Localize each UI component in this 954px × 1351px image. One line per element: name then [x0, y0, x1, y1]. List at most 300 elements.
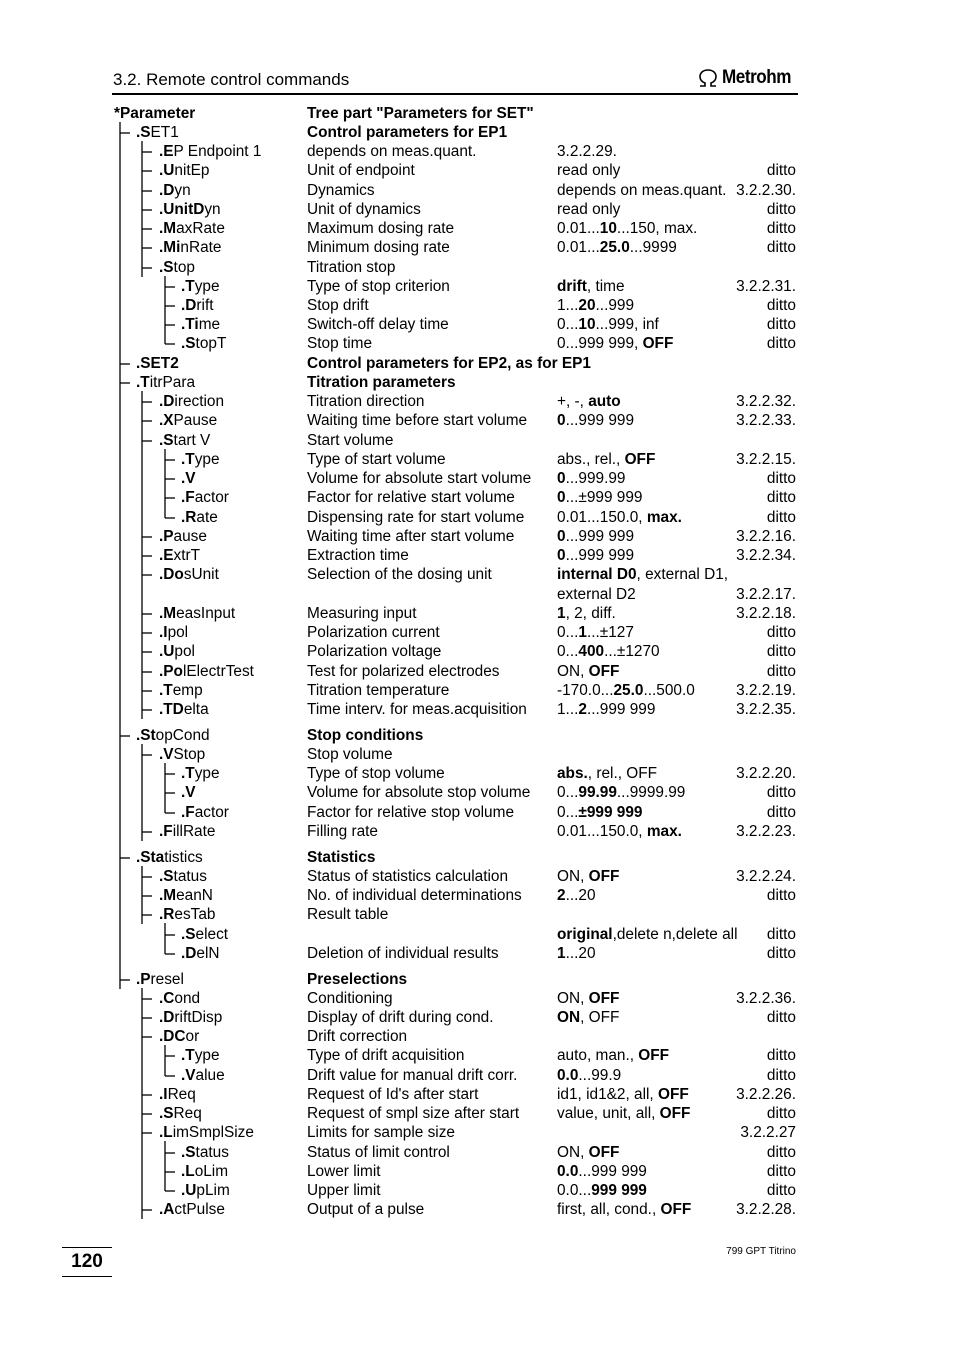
- text-segment: pLim: [196, 1182, 230, 1200]
- text-segment: Titration stop: [307, 259, 396, 277]
- text-segment: Time interv. for meas.acquisition: [307, 701, 527, 719]
- text-segment: Factor for relative stop volume: [307, 804, 514, 822]
- value-range: [557, 886, 596, 905]
- command-name: [159, 700, 209, 719]
- text-segment: ...±127: [586, 624, 634, 642]
- text-segment: .: [181, 1163, 186, 1181]
- text-segment: .: [159, 624, 164, 642]
- text-segment: .: [159, 201, 164, 219]
- text-segment: .: [159, 605, 164, 623]
- table-row: [0, 450, 954, 469]
- table-row: [0, 925, 954, 944]
- text-segment: .: [159, 547, 164, 565]
- text-segment: Dynamics: [307, 182, 375, 200]
- text-segment: elN: [196, 945, 220, 963]
- text-segment: D: [185, 297, 197, 315]
- section-reference: ditto: [766, 887, 796, 905]
- text-segment: .: [159, 182, 164, 200]
- text-segment: abs., rel.,: [557, 451, 625, 469]
- section-reference: 3.2.2.31.: [736, 278, 796, 296]
- table-row: [0, 970, 954, 989]
- section-reference: ditto: [766, 1105, 796, 1123]
- section-reference: ditto: [766, 509, 796, 527]
- section-reference: 3.2.2.16.: [736, 528, 796, 546]
- text-segment: max.: [646, 509, 682, 527]
- command-name: [181, 1066, 225, 1085]
- text-segment: easInput: [176, 605, 236, 623]
- text-segment: OFF: [659, 1105, 691, 1123]
- text-segment: S: [163, 1105, 174, 1123]
- value-range: [557, 604, 616, 623]
- text-segment: 0...999 999,: [557, 335, 643, 353]
- section-reference: ditto: [766, 201, 796, 219]
- command-name: [181, 764, 220, 783]
- text-segment: max.: [646, 823, 682, 841]
- text-segment: .: [181, 784, 186, 802]
- description: [307, 1200, 424, 1219]
- command-name: [159, 745, 205, 764]
- command-name: [159, 623, 188, 642]
- command-name: [181, 803, 229, 822]
- text-segment: .: [159, 220, 164, 238]
- text-segment: 0...: [557, 316, 579, 334]
- text-segment: Stop drift: [307, 297, 369, 315]
- table-row: [0, 296, 954, 315]
- command-name: [181, 450, 220, 469]
- description: [307, 181, 375, 200]
- text-segment: .: [181, 509, 186, 527]
- text-segment: D: [163, 182, 175, 200]
- command-name: [136, 354, 179, 373]
- text-segment: ±999 999: [578, 804, 643, 822]
- section-reference: ditto: [766, 1182, 796, 1200]
- table-row: [0, 764, 954, 783]
- text-segment: U: [185, 1182, 197, 1200]
- description: [307, 726, 423, 745]
- text-segment: .: [159, 701, 164, 719]
- value-range: [557, 1104, 690, 1123]
- text-segment: T: [185, 1047, 195, 1065]
- text-segment: .: [181, 765, 186, 783]
- text-segment: ype: [194, 451, 220, 469]
- value-range: [557, 585, 636, 604]
- text-segment: .: [159, 663, 164, 681]
- text-segment: 1...: [557, 701, 579, 719]
- text-segment: Extraction time: [307, 547, 409, 565]
- text-segment: Start volume: [307, 432, 394, 450]
- text-segment: Type of stop volume: [307, 765, 445, 783]
- text-segment: 0.01...150.0,: [557, 509, 647, 527]
- text-segment: auto, man.,: [557, 1047, 639, 1065]
- text-segment: .: [136, 374, 141, 392]
- text-segment: external D2: [557, 586, 636, 604]
- text-segment: .: [159, 1105, 164, 1123]
- text-segment: esTab: [174, 906, 216, 924]
- text-segment: 0: [557, 489, 566, 507]
- text-segment: ...20: [565, 945, 596, 963]
- text-segment: ause: [173, 528, 207, 546]
- text-segment: opCond: [155, 727, 210, 745]
- text-segment: or: [185, 1028, 200, 1046]
- section-reference: 3.2.2.32.: [736, 393, 796, 411]
- text-segment: .: [136, 124, 141, 142]
- description: [307, 783, 530, 802]
- section-reference: 3.2.2.18.: [736, 605, 796, 623]
- text-segment: .: [159, 1201, 164, 1219]
- description: [307, 565, 492, 584]
- value-range: [557, 681, 695, 700]
- table-row: [0, 334, 954, 353]
- text-segment: I: [163, 624, 168, 642]
- description: [307, 450, 446, 469]
- table-row: [0, 867, 954, 886]
- table-row: [0, 565, 954, 584]
- text-segment: ...999 999: [565, 528, 635, 546]
- command-name: [159, 905, 215, 924]
- description: [307, 867, 508, 886]
- table-row: [0, 238, 954, 257]
- logo-text: Metrohm: [722, 67, 792, 88]
- text-segment: Tree part "Parameters for SET": [307, 105, 534, 123]
- text-segment: ate: [196, 509, 218, 527]
- command-name: [181, 1181, 230, 1200]
- text-segment: actor: [194, 489, 229, 507]
- command-name: [159, 1008, 222, 1027]
- section-reference: ditto: [766, 784, 796, 802]
- text-segment: read only: [557, 201, 621, 219]
- text-segment: Polarization voltage: [307, 643, 442, 661]
- value-range: [557, 700, 655, 719]
- text-segment: T: [185, 451, 195, 469]
- text-segment: S: [185, 1144, 196, 1162]
- command-name: [181, 508, 218, 527]
- section-reference: 3.2.2.17.: [736, 586, 796, 604]
- text-segment: .SET2: [136, 355, 179, 373]
- text-segment: 1: [557, 945, 566, 963]
- command-name: [159, 1123, 254, 1142]
- text-segment: P Endpoint 1: [173, 143, 262, 161]
- text-segment: .: [159, 682, 164, 700]
- text-segment: 0.01...150.0,: [557, 823, 647, 841]
- text-segment: ond: [174, 990, 201, 1008]
- value-range: [557, 200, 620, 219]
- table-row: [0, 681, 954, 700]
- table-row: [0, 392, 954, 411]
- text-segment: P: [163, 528, 174, 546]
- description: [307, 431, 393, 450]
- description: [307, 392, 424, 411]
- text-segment: Test for polarized electrodes: [307, 663, 500, 681]
- text-segment: 1: [557, 605, 566, 623]
- text-segment: 2: [578, 701, 587, 719]
- text-segment: Statistics: [307, 849, 376, 867]
- text-segment: Filling rate: [307, 823, 378, 841]
- text-segment: , external D1,: [636, 566, 729, 584]
- section-reference: ditto: [766, 239, 796, 257]
- value-range: [557, 867, 619, 886]
- text-segment: .: [181, 470, 186, 488]
- command-name: [159, 200, 221, 219]
- command-name: [159, 1085, 196, 1104]
- command-name: [159, 219, 225, 238]
- table-row: [0, 886, 954, 905]
- text-segment: UnitD: [163, 201, 205, 219]
- table-row: [0, 373, 954, 392]
- description: [307, 258, 395, 277]
- text-segment: P: [140, 971, 151, 989]
- text-segment: .: [159, 887, 164, 905]
- section-reference: 3.2.2.28.: [736, 1201, 796, 1219]
- section-reference: 3.2.2.19.: [736, 682, 796, 700]
- text-segment: Type of drift acquisition: [307, 1047, 465, 1065]
- text-segment: depends on meas.quant.: [307, 143, 477, 161]
- description: [307, 508, 524, 527]
- text-segment: .: [181, 278, 186, 296]
- text-segment: .: [181, 1182, 186, 1200]
- table-row: [0, 123, 954, 142]
- text-segment: imSmplSize: [172, 1124, 254, 1142]
- description: [307, 411, 527, 430]
- table-row: [0, 585, 954, 604]
- text-segment: Control parameters for EP1: [307, 124, 508, 142]
- table-row: [0, 726, 954, 745]
- text-segment: nitEp: [174, 162, 210, 180]
- text-segment: Type of stop criterion: [307, 278, 450, 296]
- value-range: [557, 1143, 619, 1162]
- text-segment: Volume for absolute start volume: [307, 470, 532, 488]
- text-segment: illRate: [172, 823, 216, 841]
- section-reference: ditto: [766, 1009, 796, 1027]
- text-segment: ...999 999: [565, 547, 635, 565]
- text-segment: T: [185, 765, 195, 783]
- table-row: [0, 142, 954, 161]
- text-segment: .: [181, 489, 186, 507]
- text-segment: 0...: [557, 804, 579, 822]
- value-range: [557, 783, 685, 802]
- description: [307, 373, 456, 392]
- text-segment: top: [173, 259, 195, 277]
- command-name: [159, 681, 203, 700]
- description: [307, 1066, 517, 1085]
- text-segment: .: [159, 412, 164, 430]
- value-range: [557, 334, 673, 353]
- text-segment: Ti: [185, 316, 199, 334]
- description: [307, 764, 445, 783]
- table-row: [0, 508, 954, 527]
- text-segment: rift: [196, 297, 214, 315]
- text-segment: Unit of endpoint: [307, 162, 415, 180]
- table-row: [0, 905, 954, 924]
- text-segment: ON,: [557, 990, 589, 1008]
- command-name: [159, 886, 213, 905]
- text-segment: axRate: [176, 220, 225, 238]
- command-name: [159, 238, 221, 257]
- command-name: [159, 392, 224, 411]
- text-segment: Sta: [140, 849, 165, 867]
- table-row: [0, 662, 954, 681]
- description: [307, 296, 369, 315]
- table-row: [0, 1104, 954, 1123]
- value-range: [557, 527, 634, 546]
- table-row: [0, 1046, 954, 1065]
- text-segment: 0: [557, 412, 566, 430]
- table-row: [0, 1181, 954, 1200]
- text-segment: ...999 999: [578, 1163, 647, 1181]
- text-segment: 0: [557, 528, 566, 546]
- value-range: [557, 1200, 691, 1219]
- description: [307, 1046, 464, 1065]
- text-segment: actor: [194, 804, 229, 822]
- text-segment: oLim: [194, 1163, 229, 1181]
- table-row: [0, 527, 954, 546]
- value-range: [557, 315, 659, 334]
- text-segment: .: [181, 1144, 186, 1162]
- table-row: [0, 488, 954, 507]
- table-row: [0, 104, 954, 123]
- description: [307, 161, 415, 180]
- text-segment: V: [185, 784, 196, 802]
- text-segment: 400: [578, 643, 605, 661]
- table-row: [0, 803, 954, 822]
- text-segment: .: [181, 926, 186, 944]
- section-reference: ditto: [766, 489, 796, 507]
- text-segment: OFF: [588, 990, 620, 1008]
- text-segment: Po: [163, 663, 183, 681]
- text-segment: R: [185, 509, 197, 527]
- table-row: [0, 161, 954, 180]
- command-name: [181, 925, 228, 944]
- value-range: [557, 944, 596, 963]
- value-range: [557, 181, 726, 200]
- text-segment: xtrT: [173, 547, 201, 565]
- value-range: [557, 1162, 647, 1181]
- text-segment: Stop time: [307, 335, 373, 353]
- text-segment: 0...: [557, 784, 579, 802]
- description: [307, 989, 393, 1008]
- command-name: [136, 123, 179, 142]
- text-segment: ,delete n,delete all: [612, 926, 738, 944]
- text-segment: Drift correction: [307, 1028, 408, 1046]
- text-segment: OFF: [588, 1144, 620, 1162]
- table-row: [0, 354, 954, 373]
- value-range: [557, 411, 634, 430]
- command-name: [159, 565, 219, 584]
- command-name: [159, 431, 210, 450]
- text-segment: Deletion of individual results: [307, 945, 499, 963]
- value-range: [557, 508, 682, 527]
- text-segment: Control parameters for EP2, as for EP1: [307, 355, 591, 373]
- description: [307, 219, 454, 238]
- text-segment: 3.2.2.29.: [557, 143, 617, 161]
- text-segment: , 2, diff.: [565, 605, 616, 623]
- description: [307, 848, 375, 867]
- text-segment: .: [181, 297, 186, 315]
- text-segment: .: [159, 259, 164, 277]
- description: [307, 1008, 494, 1027]
- text-segment: Stop conditions: [307, 727, 424, 745]
- value-range: [557, 803, 642, 822]
- text-segment: +, -,: [557, 393, 589, 411]
- description: [307, 238, 450, 257]
- text-segment: .: [136, 971, 141, 989]
- text-segment: 0: [557, 470, 566, 488]
- description: [307, 642, 441, 661]
- table-row: [0, 277, 954, 296]
- text-segment: Request of smpl size after start: [307, 1105, 520, 1123]
- text-segment: 0: [557, 547, 566, 565]
- text-segment: Req: [167, 1086, 196, 1104]
- text-segment: original: [557, 926, 613, 944]
- text-segment: elta: [183, 701, 209, 719]
- text-segment: Req: [173, 1105, 202, 1123]
- text-segment: read only: [557, 162, 621, 180]
- text-segment: tart V: [173, 432, 211, 450]
- section-reference: 3.2.2.30.: [736, 182, 796, 200]
- text-segment: ...150, max.: [616, 220, 698, 238]
- command-name: [181, 488, 229, 507]
- section-reference: 3.2.2.20.: [736, 765, 796, 783]
- table-row: [0, 700, 954, 719]
- text-segment: ...±999 999: [565, 489, 643, 507]
- description: [307, 546, 409, 565]
- description: [307, 681, 449, 700]
- table-row: [0, 1027, 954, 1046]
- text-segment: Waiting time before start volume: [307, 412, 528, 430]
- text-segment: eanN: [176, 887, 213, 905]
- text-segment: F: [163, 823, 173, 841]
- description: [307, 1104, 519, 1123]
- table-row: [0, 848, 954, 867]
- text-segment: ...999: [595, 297, 635, 315]
- command-name: [159, 411, 217, 430]
- text-segment: ...999.99: [565, 470, 626, 488]
- text-segment: .: [159, 432, 164, 450]
- command-name: [159, 527, 207, 546]
- text-segment: .: [136, 727, 141, 745]
- value-range: [557, 392, 621, 411]
- text-segment: I: [163, 1086, 168, 1104]
- table-row: [0, 469, 954, 488]
- description: [307, 142, 476, 161]
- value-range: [557, 565, 728, 584]
- text-segment: ET1: [150, 124, 179, 142]
- description: [307, 944, 499, 963]
- text-segment: Mi: [163, 239, 181, 257]
- command-name: [181, 334, 226, 353]
- section-reference: ditto: [766, 470, 796, 488]
- text-segment: abs.: [557, 765, 588, 783]
- description: [307, 469, 531, 488]
- text-segment: Result table: [307, 906, 389, 924]
- text-segment: itrPara: [149, 374, 196, 392]
- text-segment: riftDisp: [174, 1009, 223, 1027]
- text-segment: C: [163, 990, 175, 1008]
- text-segment: U: [163, 643, 175, 661]
- text-segment: me: [198, 316, 221, 334]
- table-row: [0, 1066, 954, 1085]
- text-segment: ...999 999: [586, 701, 656, 719]
- description: [307, 315, 449, 334]
- text-segment: first, all, cond.,: [557, 1201, 661, 1219]
- text-segment: -170.0...: [557, 682, 614, 700]
- text-segment: 0.01...: [557, 220, 600, 238]
- text-segment: 999 999: [591, 1182, 647, 1200]
- table-row: [0, 1200, 954, 1219]
- text-segment: L: [185, 1163, 195, 1181]
- table-row: [0, 315, 954, 334]
- text-segment: 10: [599, 220, 617, 238]
- text-segment: .: [159, 643, 164, 661]
